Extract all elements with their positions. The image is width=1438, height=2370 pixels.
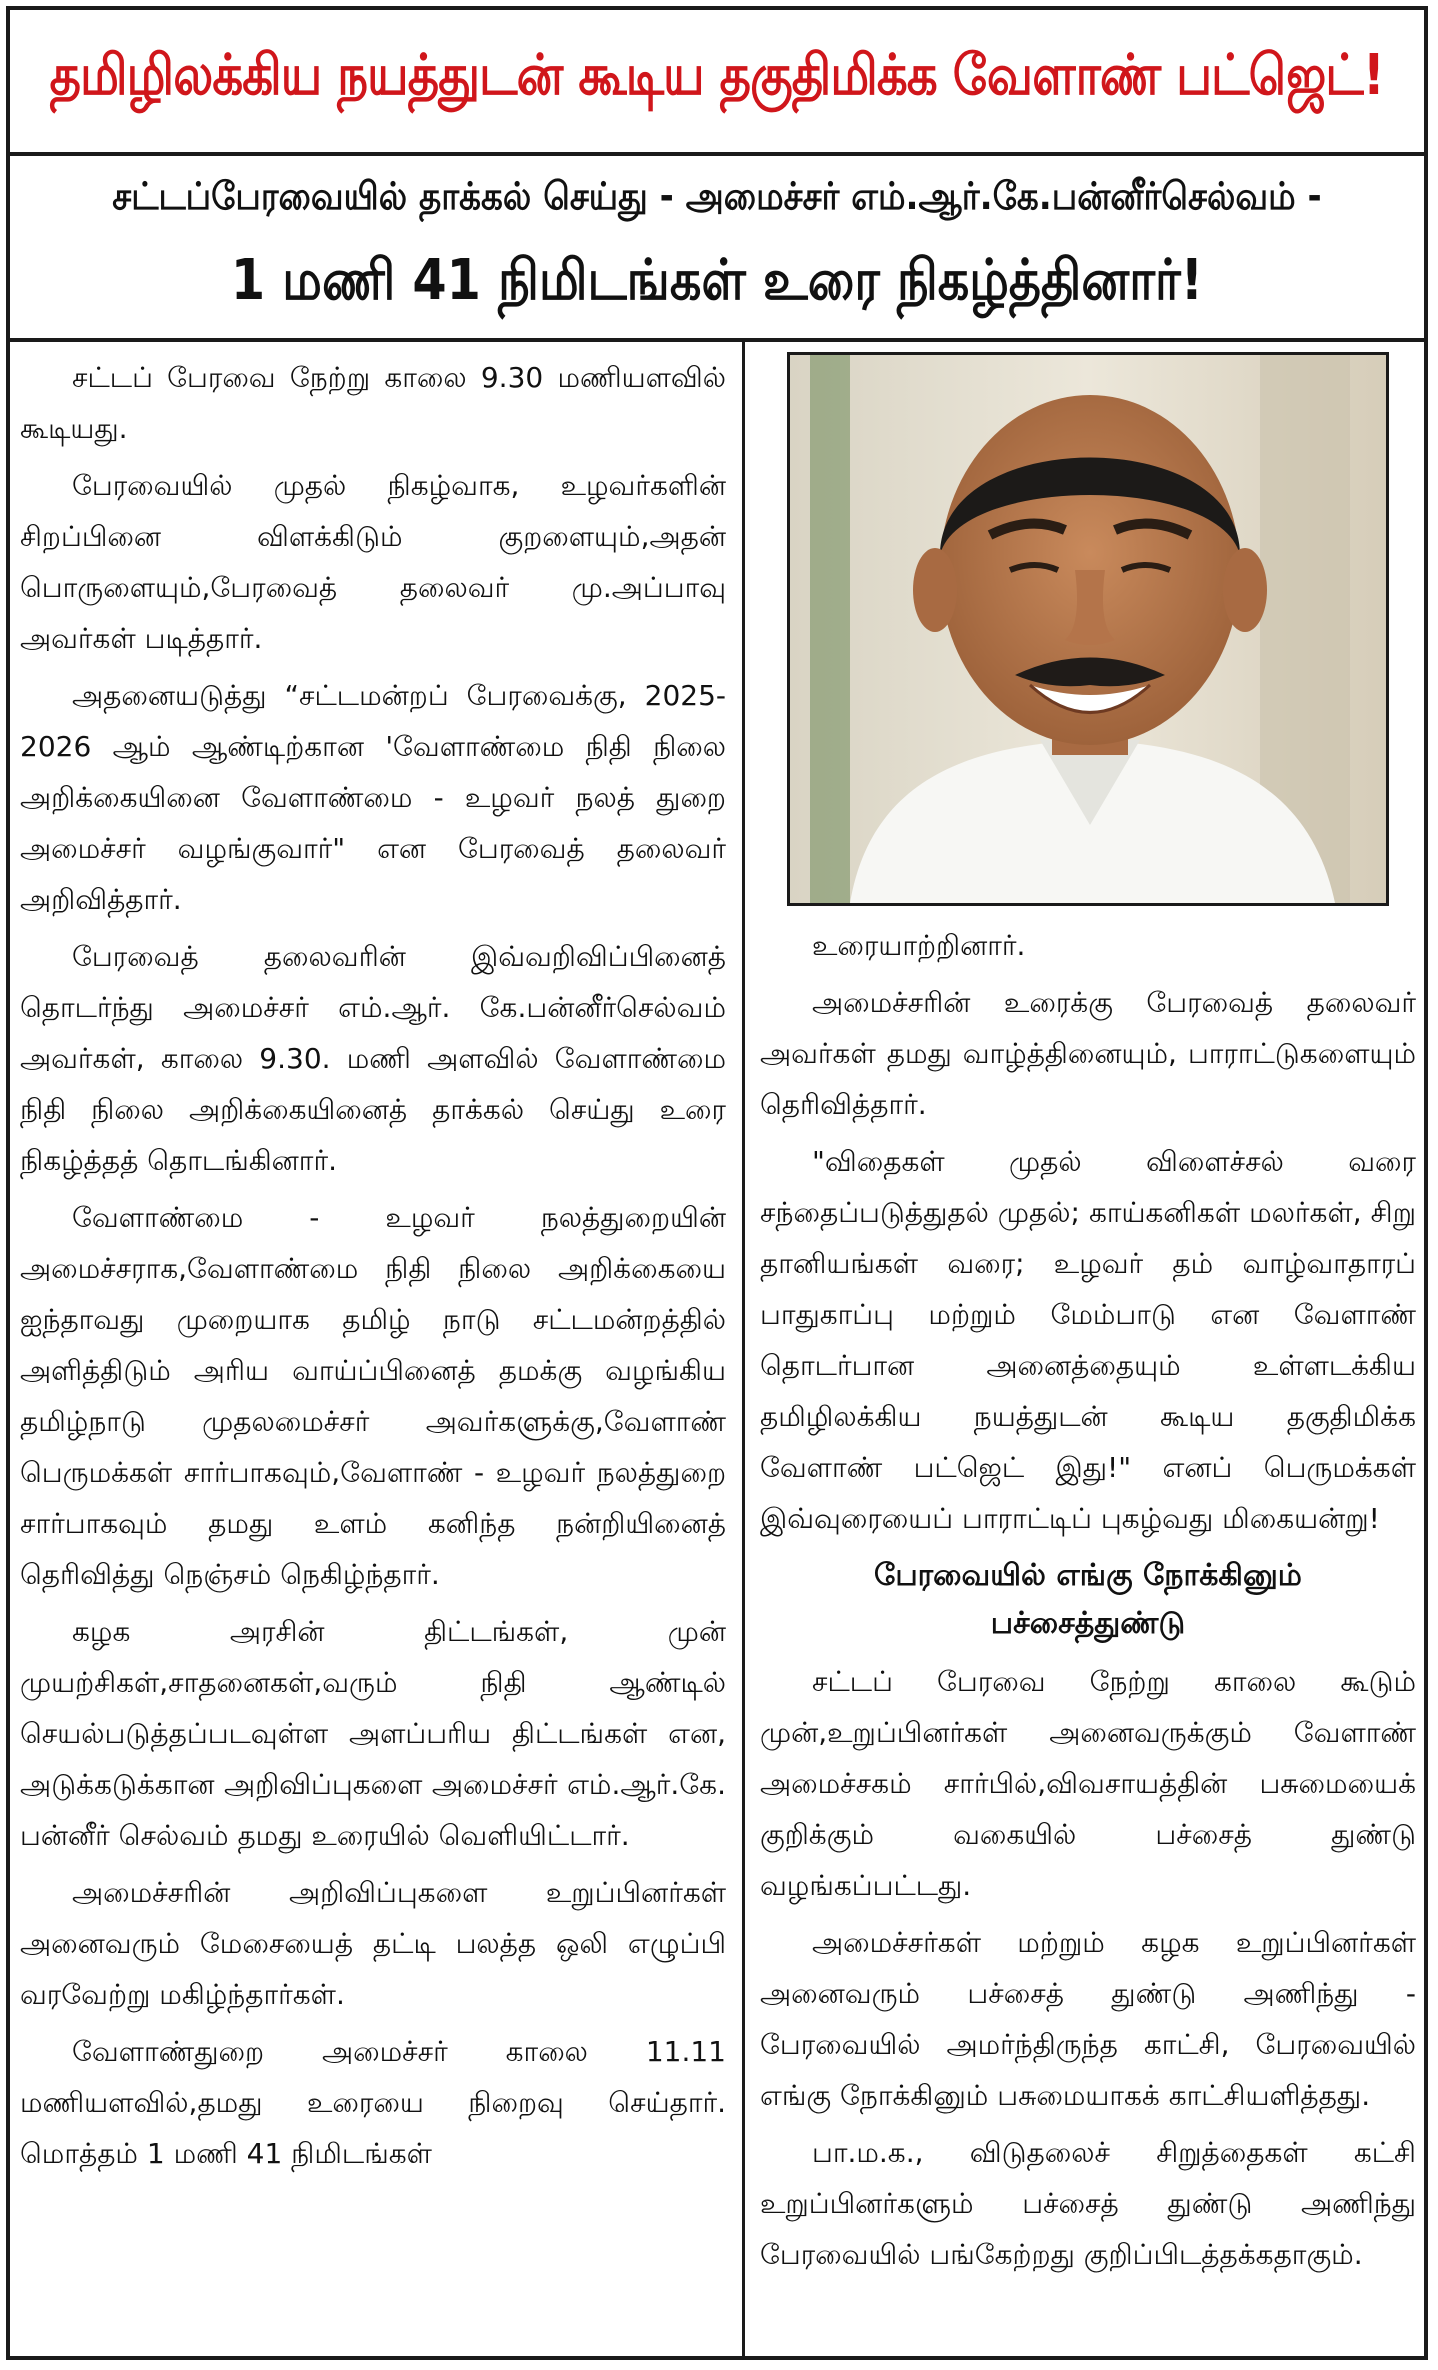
left-paragraph-6: கழக அரசின் திட்டங்கள், முன் முயற்சிகள்,சாதனைகள்,வரும் நிதி ஆண்டில் செயல்படுத்தப்படவுள்ள அளப்பரிய திட்டங்கள் என, அடுக்கடுக்கான அறிவிப்புகளை அமைச்சர் எம்.ஆர்.கே. பன்னீர் செல்வம் தமது உரையில் வெளியிட்டார். [20, 1615, 726, 1852]
subhead-line-1: சட்டப்பேரவையில் தாக்கல் செய்து - அமைச்சர் எம்.ஆர்.கே.பன்னீர்செல்வம் - [112, 174, 1322, 218]
left-paragraph-2: பேரவையில் முதல் நிகழ்வாக, உழவர்களின் சிறப்பினை விளக்கிடும் குறளையும்,அதன் பொருளையும்,பேரவைத் தலைவர் மு.அப்பாவு அவர்கள் படித்தார். [20, 469, 726, 655]
left-paragraph-1: சட்டப் பேரவை நேற்று காலை 9.30 மணியளவில் கூடியது. [20, 361, 726, 445]
subheading-line-2: பச்சைத்துண்டு [990, 1606, 1186, 1641]
left-paragraph-3: அதனையடுத்து “சட்டமன்றப் பேரவைக்கு, 2025-2026 ஆம் ஆண்டிற்கான 'வேளாண்மை நிதி நிலை அறிக்கையினை வேளாண்மை - உழவர் நலத் துறை அமைச்சர் வழங்குவார்" என பேரவைத் தலைவர் அறிவித்தார். [20, 679, 726, 916]
portrait-illustration [790, 355, 1386, 903]
subheading-line-1: பேரவையில் எங்கு நோக்கினும் [874, 1558, 1302, 1593]
headline-banner [6, 6, 1428, 156]
right-paragraph-5: அமைச்சர்கள் மற்றும் கழக உறுப்பினர்கள் அனைவரும் பச்சைத் துண்டு அணிந்து - பேரவையில் அமர்ந்திருந்த காட்சி, பேரவையில் எங்கு நோக்கினும் பசுமையாகக் காட்சியளித்தது. [760, 1926, 1416, 2112]
right-paragraph-3: "விதைகள் முதல் விளைச்சல் வரை சந்தைப்படுத்துதல் முதல்; காய்கனிகள் மலர்கள், சிறு தானியங்கள் வரை; உழவர் தம் வாழ்வாதாரப் பாதுகாப்பு மற்றும் மேம்பாடு என வேளாண் தொடர்பான அனைத்தையும் உள்ளடக்கிய தமிழிலக்கிய நயத்துடன் கூடிய தகுதிமிக்க வேளாண் பட்ஜெட் இது!" எனப் பெருமக்கள் இவ்வுரையைப் பாராட்டிப் புகழ்வது மிகையன்று! [760, 1145, 1416, 1535]
minister-photo [787, 352, 1389, 906]
left-paragraph-5: வேளாண்மை - உழவர் நலத்துறையின் அமைச்சராக,வேளாண்மை நிதி நிலை அறிக்கையை ஐந்தாவது முறையாக தமிழ் நாடு சட்டமன்றத்தில் அளித்திடும் அரிய வாய்ப்பினைத் தமக்கு வழங்கிய தமிழ்நாடு முதலமைச்சர் அவர்களுக்கு,வேளாண் பெருமக்கள் சார்பாகவும்,வேளாண் - உழவர் நலத்துறை சார்பாகவும் தமது உளம் கனிந்த நன்றியினைத் தெரிவித்து நெஞ்சம் நெகிழ்ந்தார். [20, 1201, 726, 1591]
section-subheading [760, 1552, 1416, 1648]
right-paragraph-6: பா.ம.க., விடுதலைச் சிறுத்தைகள் கட்சி உறுப்பினர்களும் பச்சைத் துண்டு அணிந்து பேரவையில் பங்கேற்றது குறிப்பிடத்தக்கதாகும். [760, 2136, 1416, 2271]
right-paragraph-2: அமைச்சரின் உரைக்கு பேரவைத் தலைவர் அவர்கள் தமது வாழ்த்தினையும், பாராட்டுகளையும் தெரிவித்தார். [760, 986, 1416, 1121]
right-paragraph-4: சட்டப் பேரவை நேற்று காலை கூடும் முன்,உறுப்பினர்கள் அனைவருக்கும் வேளாண் அமைச்சகம் சார்பில்,விவசாயத்தின் பசுமையைக் குறிக்கும் வகையில் பச்சைத் துண்டு வழங்கப்பட்டது. [760, 1665, 1416, 1902]
left-paragraph-8: வேளாண்துறை அமைச்சர் காலை 11.11 மணியளவில்,தமது உரையை நிறைவு செய்தார். மொத்தம் 1 மணி 41 நிமிடங்கள் [20, 2035, 726, 2170]
right-paragraph-1: உரையாற்றினார். [812, 929, 1026, 962]
left-paragraph-7: அமைச்சரின் அறிவிப்புகளை உறுப்பினர்கள் அனைவரும் மேசையைத் தட்டி பலத்த ஒலி எழுப்பி வரவேற்று மகிழ்ந்தார்கள். [20, 1876, 726, 2011]
subhead-banner [6, 156, 1428, 342]
left-column [20, 352, 726, 2342]
right-column [760, 352, 1416, 2342]
subhead-line-2: 1 மணி 41 நிமிடங்கள் உரை நிகழ்த்தினார்! [230, 248, 1204, 313]
column-divider [742, 342, 745, 2360]
headline: தமிழிலக்கிய நயத்துடன் கூடிய தகுதிமிக்க வேளாண் பட்ஜெட்! [49, 43, 1385, 108]
left-paragraph-4: பேரவைத் தலைவரின் இவ்வறிவிப்பினைத் தொடர்ந்து அமைச்சர் எம்.ஆர். கே.பன்னீர்செல்வம் அவர்கள், காலை 9.30. மணி அளவில் வேளாண்மை நிதி நிலை அறிக்கையினைத் தாக்கல் செய்து உரை நிகழ்த்தத் தொடங்கினார். [20, 940, 726, 1177]
